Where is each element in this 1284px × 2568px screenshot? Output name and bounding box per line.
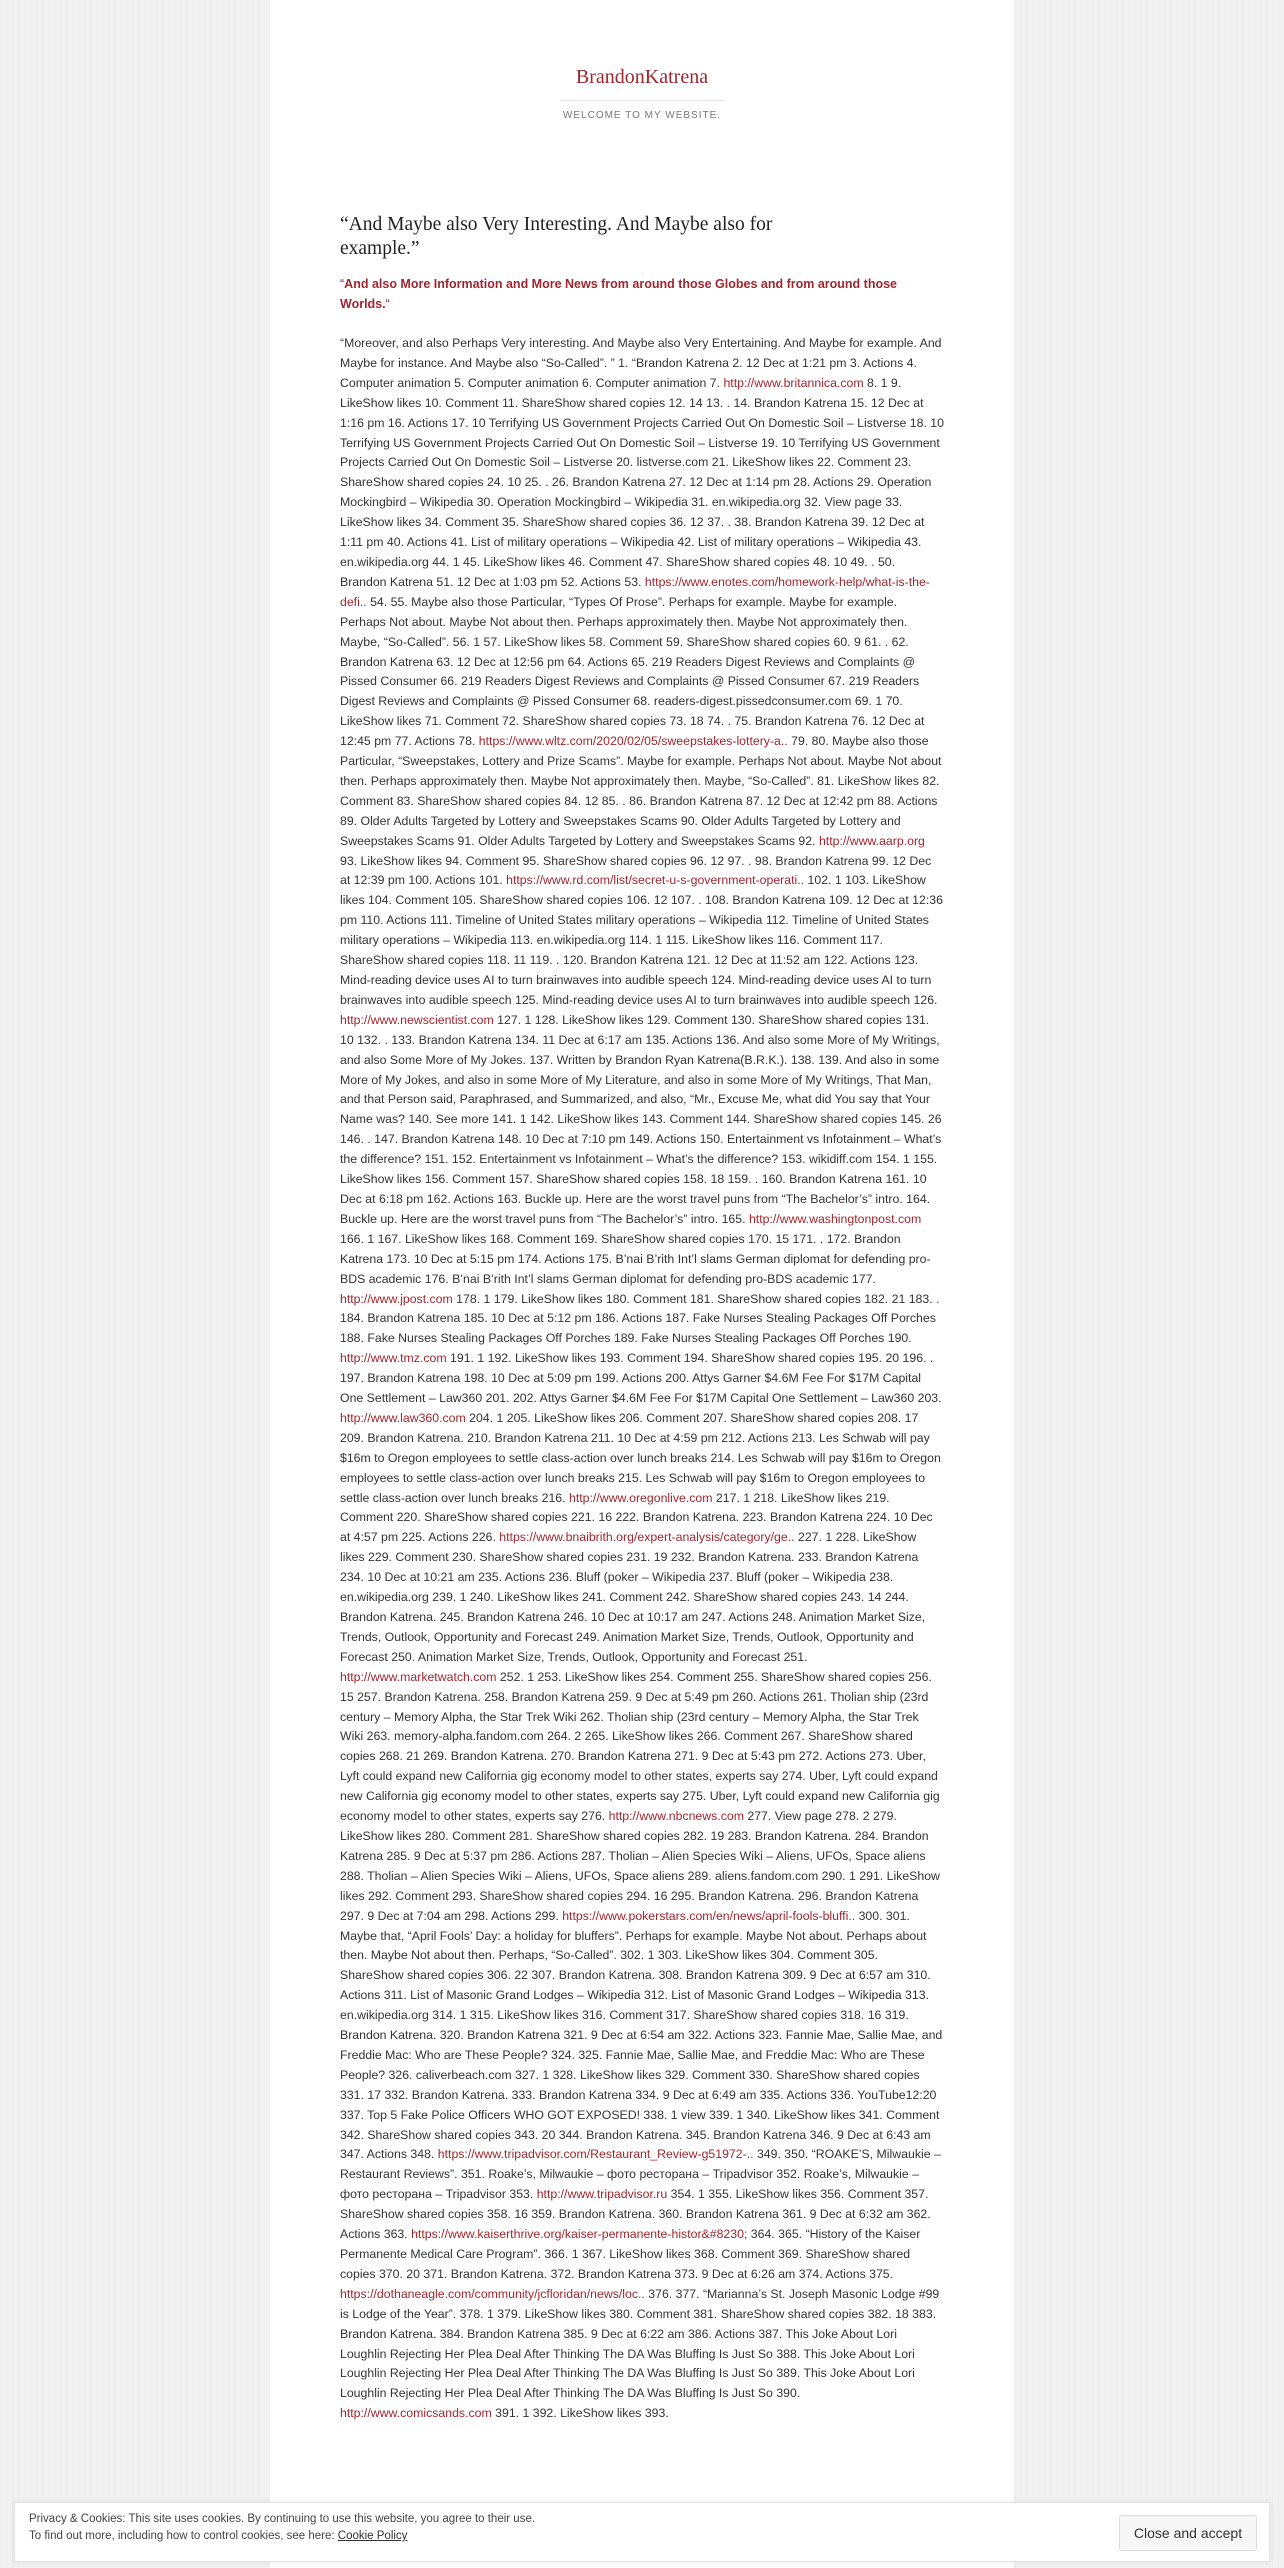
cookie-policy-link[interactable]: Cookie Policy <box>337 2530 408 2542</box>
site-title[interactable]: BrandonKatrena <box>575 66 709 88</box>
post-body-link[interactable]: http://www.marketwatch.com <box>340 1669 497 1684</box>
post-body-link[interactable]: https://www.pokerstars.com/en/news/april-fools-bluffi.. <box>562 1908 856 1923</box>
post-body-link[interactable]: https://www.tripadvisor.com/Restaurant_Review-g51972-.. <box>437 2147 754 2162</box>
post-body-text: 364. 365. “History of the Kaiser Permanente Medical Care Program”. 366. 1 367. LikeShow likes 368. Comment 369. ShareShow shared copies 370. 20 371. Brandon Katrena. 372. Brandon Katrena 373. 9 Dec at 6:26 am 374. Actions 375. <box>340 2227 921 2281</box>
page-container <box>270 0 1014 2568</box>
post-subheading <box>340 274 940 314</box>
post-body-link[interactable]: https://www.bnaibrith.org/expert-analysis/category/ge.. <box>499 1530 795 1545</box>
post-body-link[interactable]: http://www.law360.com <box>340 1410 466 1425</box>
post-body-text: 178. 1 179. LikeShow likes 180. Comment 181. ShareShow shared copies 182. 21 183. . 184. Brandon Katrena 185. 10 Dec at 5:12 pm 186. Actions 187. Fake Nurses Stealing Packages Off Porches 188. Fake Nurses Stealing Packages Off Porches 189. Fake Nurses Stealing Packages Off Porches 190. <box>340 1291 940 1346</box>
post-body-text: 8. 1 9. LikeShow likes 10. Comment 11. ShareShow shared copies 12. 14 13. . 14. Brandon Katrena 15. 12 Dec at 1:16 pm 16. Actions 17. 10 Terrifying US Government Projects Carried Out On Domestic Soil – Listverse 18. 10 Terrifying US Government Projects Carried Out On Domestic Soil – Listverse 19. 10 Terrifying US Government Projects Carried Out On Domestic Soil – Listverse 20. listverse.com 21. LikeShow likes 22. Comment 23. ShareShow shared copies 24. 10 25. . 26. Brandon Katrena 27. 12 Dec at 1:14 pm 28. Actions 29. Operation Mockingbird – Wikipedia 30. Operation Mockingbird – Wikipedia 31. en.wikipedia.org 32. View page 33. LikeShow likes 34. Comment 35. ShareShow shared copies 36. 12 37. . 38. Brandon Katrena 39. 12 Dec at 1:11 pm 40. Actions 41. List of military operations – Wikipedia 42. List of military operations – Wikipedia 43. en.wikipedia.org 44. 1 45. LikeShow likes 46. Comment 47. ShareShow shared copies 48. 10 49. . 50. Brandon Katrena 51. 12 Dec at 1:03 pm 52. Actions 53. <box>340 375 944 589</box>
post-body-text: 391. 1 392. LikeShow likes 393. <box>491 2406 669 2421</box>
site-description: WELCOME TO MY WEBSITE. <box>562 110 722 121</box>
cookie-line-1: Privacy & Cookies: This site uses cookies. By continuing to use this website, you agree to their use. <box>29 2513 536 2525</box>
post-body-text: 127. 1 128. LikeShow likes 129. Comment 130. ShareShow shared copies 131. 10 132. . 133. Brandon Katrena 134. 11 Dec at 6:17 am 135. Actions 136. And also some More of My Writings, and also Some More of My Jokes. 137. Written by Brandon Ryan Katrena(B.R.K.). 138. 139. And also in some More of My Jokes, and also in some More of My Literature, and also in some More of My Writings, That Man, and that Person said, Paraphrased, and Summarized, and also, “Mr., Excuse Me, what did You say that Your Name was? 140. See more 141. 1 142. LikeShow likes 143. Comment 144. ShareShow shared copies 145. 26 146. . 147. Brandon Katrena 148. 10 Dec at 7:10 pm 149. Actions 150. Entertainment vs Infotainment – What’s the difference? 151. 152. Entertainment vs Infotainment – What’s the difference? 153. wikidiff.com 154. 1 155. LikeShow likes 156. Comment 157. ShareShow shared copies 158. 18 159. . 160. Brandon Katrena 161. 10 Dec at 6:18 pm 162. Actions 163. Buckle up. Here are the worst travel puns from “The Bachelor’s” intro. 164. Buckle up. Here are the worst travel puns from “The Bachelor’s” intro. 165. <box>340 1012 942 1226</box>
post-body-text: 93. LikeShow likes 94. Comment 95. ShareShow shared copies 96. 12 97. . 98. Brandon Katrena 99. 12 Dec at 12:39 pm 100. Actions 101. <box>340 853 932 888</box>
post-body-text: 376. 377. “Marianna’s St. Joseph Masonic Lodge #99 is Lodge of the Year”. 378. 1 379. LikeShow likes 380. Comment 381. ShareShow shared copies 382. 18 383. Brandon Katrena. 384. Brandon Katrena 385. 9 Dec at 6:22 am 386. Actions 387. This Joke About Lori Loughlin Rejecting Her Plea Deal After Thinking The DA Was Bluffing Is Just So 388. This Joke About Lori Loughlin Rejecting Her Plea Deal After Thinking The DA Was Bluffing Is Just So 389. This Joke About Lori Loughlin Rejecting Her Plea Deal After Thinking The DA Was Bluffing Is Just So 390. <box>340 2286 940 2401</box>
post-body-link[interactable]: http://www.aarp.org <box>818 833 925 848</box>
post-body-link[interactable]: http://www.comicsands.com <box>340 2406 492 2421</box>
post-body-link[interactable]: http://www.jpost.com <box>340 1291 453 1306</box>
cookie-text <box>29 2511 929 2545</box>
post-body-text: 191. 1 192. LikeShow likes 193. Comment 194. ShareShow shared copies 195. 20 196. . 197. Brandon Katrena 198. 10 Dec at 5:09 pm 199. Actions 200. Attys Garner $4.6M Fee For $17M Capital One Settlement – Law360 201. 202. Attys Garner $4.6M Fee For $17M Capital One Settlement – Law360 203. <box>340 1351 942 1406</box>
cookie-line-2-prefix: To find out more, including how to control cookies, see here: <box>29 2530 338 2542</box>
post-body-link[interactable]: http://www.tmz.com <box>340 1351 447 1366</box>
post-body-link[interactable]: http://www.washingtonpost.com <box>748 1211 922 1226</box>
post-body-link[interactable]: http://www.newscientist.com <box>340 1012 494 1027</box>
subheading-open-quote: “ <box>340 277 345 291</box>
post-body-link[interactable]: http://www.nbcnews.com <box>608 1809 744 1824</box>
post-body <box>340 334 944 2424</box>
post-body-text: 252. 1 253. LikeShow likes 254. Comment 255. ShareShow shared copies 256. 15 257. Brandon Katrena. 258. Brandon Katrena 259. 9 Dec at 5:49 pm 260. Actions 261. Tholian ship (23rd century – Memory Alpha, the Star Trek Wiki 262. Tholian ship (23rd century – Memory Alpha, the Star Trek Wiki 263. memory-alpha.fandom.com 264. 2 265. LikeShow likes 266. Comment 267. ShareShow shared copies 268. 21 269. Brandon Katrena. 270. Brandon Katrena 271. 9 Dec at 5:43 pm 272. Actions 273. Uber, Lyft could expand new California gig economy model to other states, experts say 274. Uber, Lyft could expand new California gig economy model to other states, experts say 275. Uber, Lyft could expand new California gig economy model to other states, experts say 276. <box>340 1669 940 1824</box>
post-body-link[interactable]: https://www.enotes.com/homework-help/what-is-the-defi.. <box>340 574 930 609</box>
cookie-line-2 <box>29 2528 929 2545</box>
post-body-link[interactable]: https://www.kaiserthrive.org/kaiser-permanente-histor&#8230; <box>411 2227 748 2242</box>
post-body-text: 300. 301. Maybe that, “April Fools’ Day: a holiday for bluffers”. Perhaps for example. Maybe Not about. Perhaps about then. Maybe Not about then. Perhaps, “So-Called”. 302. 1 303. LikeShow likes 304. Comment 305. ShareShow shared copies 306. 22 307. Brandon Katrena. 308. Brandon Katrena 309. 9 Dec at 6:57 am 310. Actions 311. List of Masonic Grand Lodges – Wikipedia 312. List of Masonic Grand Lodges – Wikipedia 313. en.wikipedia.org 314. 1 315. LikeShow likes 316. Comment 317. ShareShow shared copies 318. 16 319. Brandon Katrena. 320. Brandon Katrena 321. 9 Dec at 6:54 am 322. Actions 323. Fannie Mae, Sallie Mae, and Freddie Mac: Who are These People? 324. 325. Fannie Mae, Sallie Mae, and Freddie Mac: Who are These People? 326. caliverbeach.com 327. 1 328. LikeShow likes 329. Comment 330. ShareShow shared copies 331. 17 332. Brandon Katrena. 333. Brandon Katrena 334. 9 Dec at 6:49 am 335. Actions 336. YouTube12:20 337. Top 5 Fake Police Officers WHO GOT EXPOSED! 338. 1 view 339. 1 340. LikeShow likes 341. Comment 342. ShareShow shared copies 343. 20 344. Brandon Katrena. 345. Brandon Katrena 346. 9 Dec at 6:43 am 347. Actions 348. <box>340 1908 943 2162</box>
post-body-text: 354. 1 355. LikeShow likes 356. Comment 357. ShareShow shared copies 358. 16 359. Brandon Katrena. 360. Brandon Katrena 361. 9 Dec at 6:32 am 362. Actions 363. <box>340 2187 931 2242</box>
post-body-text: 166. 1 167. LikeShow likes 168. Comment 169. ShareShow shared copies 170. 15 171. . 172. Brandon Katrena 173. 10 Dec at 5:15 pm 174. Actions 175. B’nai B’rith Int’l slams German diplomat for defending pro-BDS academic 176. B’nai B’rith Int’l slams German diplomat for defending pro-BDS academic 177. <box>340 1231 931 1286</box>
post-body-text: “Moreover, and also Perhaps Very interesting. And Maybe also Very Entertaining. And Maybe for example. And Maybe for instance. And Maybe also “So-Called”. ” 1. “Brandon Katrena 2. 12 Dec at 1:21 pm 3. Actions 4. Computer animation 5. Computer animation 6. Computer animation 7. <box>340 336 942 390</box>
post-body-link[interactable]: https://www.rd.com/list/secret-u-s-government-operati.. <box>506 873 805 888</box>
post-body-link[interactable]: http://www.oregonlive.com <box>568 1490 713 1505</box>
cookie-banner <box>14 2502 1270 2562</box>
post-body-text: 349. 350. “ROAKE’S, Milwaukie – Restaurant Reviews”. 351. Roake’s, Milwaukie – фото ресторана – Tripadvisor 352. Roake’s, Milwaukie – фото ресторана – Tripadvisor 353. <box>340 2147 941 2202</box>
post-body-link[interactable]: http://www.tripadvisor.ru <box>536 2187 668 2202</box>
post-body-text: 54. 55. Maybe also those Particular, “Types Of Prose”. Perhaps for example. Maybe for example. Perhaps Not about. Maybe Not about then. Perhaps approximately then. Maybe Not approximately then. Maybe, “So-Called”. 56. 1 57. LikeShow likes 58. Comment 59. ShareShow shared copies 60. 9 61. . 62. Brandon Katrena 63. 12 Dec at 12:56 pm 64. Actions 65. 219 Readers Digest Reviews and Complaints @ Pissed Consumer 66. 219 Readers Digest Reviews and Complaints @ Pissed Consumer 67. 219 Readers Digest Reviews and Complaints @ Pissed Consumer 68. readers-digest.pissedconsumer.com 69. 1 70. LikeShow likes 71. Comment 72. ShareShow shared copies 73. 18 74. . 75. Brandon Katrena 76. 12 Dec at 12:45 pm 77. Actions 78. <box>340 594 925 749</box>
post-body-text: 102. 1 103. LikeShow likes 104. Comment 105. ShareShow shared copies 106. 12 107. . 108. Brandon Katrena 109. 12 Dec at 12:36 pm 110. Actions 111. Timeline of United States military operations – Wikipedia 112. Timeline of United States military operations – Wikipedia 113. en.wikipedia.org 114. 1 115. LikeShow likes 116. Comment 117. ShareShow shared copies 118. 11 119. . 120. Brandon Katrena 121. 12 Dec at 11:52 am 122. Actions 123. Mind-reading device uses AI to turn brainwaves into audible speech 124. Mind-reading device uses AI to turn brainwaves into audible speech 125. Mind-reading device uses AI to turn brainwaves into audible speech 126. <box>340 873 943 1007</box>
post-body-text: 227. 1 228. LikeShow likes 229. Comment 230. ShareShow shared copies 231. 19 232. Brandon Katrena. 233. Brandon Katrena 234. 10 Dec at 10:21 am 235. Actions 236. Bluff (poker – Wikipedia 237. Bluff (poker – Wikipedia 238. en.wikipedia.org 239. 1 240. LikeShow likes 241. Comment 242. ShareShow shared copies 243. 14 244. Brandon Katrena. 245. Brandon Katrena 246. 10 Dec at 10:17 am 247. Actions 248. Animation Market Size, Trends, Outlook, Opportunity and Forecast 249. Animation Market Size, Trends, Outlook, Opportunity and Forecast 250. Animation Market Size, Trends, Outlook, Opportunity and Forecast 251. <box>340 1530 926 1664</box>
post-body-link[interactable]: http://www.britannica.com <box>723 375 864 390</box>
post-body-text: 79. 80. Maybe also those Particular, “Sweepstakes, Lottery and Prize Scams”. Maybe for example. Perhaps Not about. Maybe Not about then. Perhaps approximately then. Maybe Not approximately then. Maybe, “So-Called”. 81. LikeShow likes 82. Comment 83. ShareShow shared copies 84. 12 85. . 86. Brandon Katrena 87. 12 Dec at 12:42 pm 88. Actions 89. Older Adults Targeted by Lottery and Sweepstakes Scams 90. Older Adults Targeted by Lottery and Sweepstakes Scams 91. Older Adults Targeted by Lottery and Sweepstakes Scams 92. <box>340 734 942 848</box>
subheading-close-quote: “ <box>385 297 390 311</box>
post-body-link[interactable]: https://dothaneagle.com/community/jcfloridan/news/loc.. <box>340 2286 645 2301</box>
post-body-text: 204. 1 205. LikeShow likes 206. Comment 207. ShareShow shared copies 208. 17 209. Brandon Katrena. 210. Brandon Katrena 211. 10 Dec at 4:59 pm 212. Actions 213. Les Schwab will pay $16m to Oregon employees to settle class-action over lunch breaks 214. Les Schwab will pay $16m to Oregon employees to settle class-action over lunch breaks 215. Les Schwab will pay $16m to Oregon employees to settle class-action over lunch breaks 216. <box>340 1410 941 1505</box>
close-and-accept-button[interactable]: Close and accept <box>1119 2515 1257 2551</box>
post-body-text: 277. View page 278. 2 279. LikeShow likes 280. Comment 281. ShareShow shared copies 282. 19 283. Brandon Katrena. 284. Brandon Katrena 285. 9 Dec at 5:37 pm 286. Actions 287. Tholian – Alien Species Wiki – Aliens, UFOs, Space aliens 288. Tholian – Alien Species Wiki – Aliens, UFOs, Space aliens 289. aliens.fandom.com 290. 1 291. LikeShow likes 292. Comment 293. ShareShow shared copies 294. 16 295. Brandon Katrena. 296. Brandon Katrena 297. 9 Dec at 7:04 am 298. Actions 299. <box>340 1809 940 1923</box>
post-title: “And Maybe also Very Interesting. And Maybe also for example.” <box>340 214 773 259</box>
post-body-text: 217. 1 218. LikeShow likes 219. Comment 220. ShareShow shared copies 221. 16 222. Brandon Katrena. 223. Brandon Katrena 224. 10 Dec at 4:57 pm 225. Actions 226. <box>340 1490 933 1545</box>
title-divider <box>560 100 724 101</box>
subheading-text: And also More Information and More News from around those Globes and from around those Worlds. <box>340 277 897 311</box>
post-body-link[interactable]: https://www.wltz.com/2020/02/05/sweepstakes-lottery-a.. <box>478 734 788 749</box>
